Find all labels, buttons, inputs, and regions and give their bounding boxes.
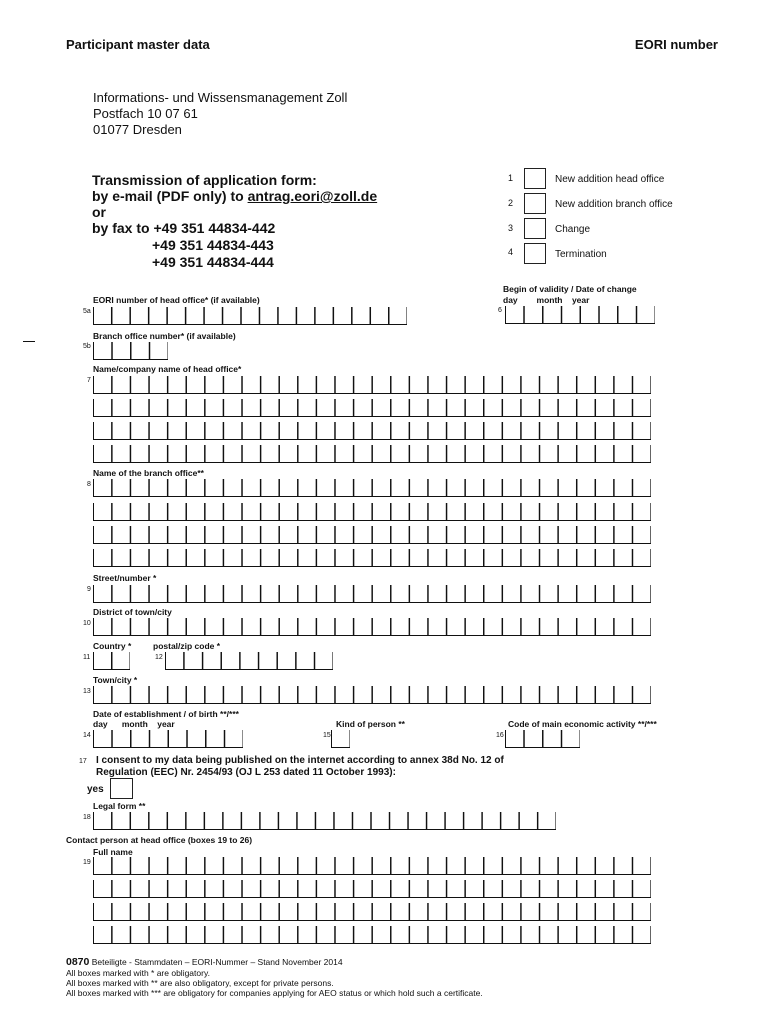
- district-comb[interactable]: [93, 618, 651, 636]
- legal-form-comb[interactable]: [93, 812, 556, 830]
- field-14-number: 14: [83, 732, 91, 739]
- transmission-email-line: [92, 188, 377, 205]
- yes-label: yes: [87, 784, 104, 795]
- field-17-number: 17: [79, 758, 87, 765]
- district-label: District of town/city: [93, 607, 172, 617]
- option-2-checkbox[interactable]: [524, 193, 546, 214]
- option-1-checkbox[interactable]: [524, 168, 546, 189]
- option-3-number: 3: [508, 223, 514, 233]
- field-18-number: 18: [83, 814, 91, 821]
- branch-name-comb-4[interactable]: [93, 549, 651, 567]
- full-name-comb-1[interactable]: [93, 857, 651, 875]
- option-3-checkbox[interactable]: [524, 218, 546, 239]
- street-label: Street/number *: [93, 573, 157, 583]
- option-1-number: 1: [508, 173, 514, 183]
- option-4-checkbox[interactable]: [524, 243, 546, 264]
- kind-comb[interactable]: [331, 730, 350, 748]
- field-8-number: 8: [87, 481, 91, 488]
- page-header-title: Participant master data: [66, 37, 210, 52]
- transmission-or: or: [92, 204, 106, 220]
- field-16-number: 16: [496, 732, 504, 739]
- option-4-number: 4: [508, 247, 514, 257]
- field-13-number: 13: [83, 688, 91, 695]
- fold-mark: [23, 341, 35, 342]
- address-line-2: Postfach 10 07 61: [93, 106, 198, 121]
- consent-yes-checkbox[interactable]: [110, 778, 133, 799]
- address-line-3: 01077 Dresden: [93, 122, 182, 137]
- branch-name-label: Name of the branch office**: [93, 468, 204, 478]
- footer-note-1: All boxes marked with * are obligatory.: [66, 968, 210, 978]
- name-head-comb-2[interactable]: [93, 399, 651, 417]
- transmission-email-prefix: by e-mail (PDF only) to: [92, 188, 248, 204]
- consent-line-2: Regulation (EEC) Nr. 2454/93 (OJ L 253 dated 11 October 1993):: [96, 767, 396, 778]
- footer-form-id: [66, 956, 343, 968]
- name-head-comb-3[interactable]: [93, 422, 651, 440]
- transmission-heading: Transmission of application form:: [92, 172, 317, 188]
- contact-person-label: Contact person at head office (boxes 19 to 26): [66, 835, 253, 845]
- name-head-comb-4[interactable]: [93, 445, 651, 463]
- validity-date-comb[interactable]: [505, 306, 655, 324]
- branch-name-comb-2[interactable]: [93, 503, 651, 521]
- page-header-eori: EORI number: [634, 37, 718, 52]
- branch-name-comb-3[interactable]: [93, 526, 651, 544]
- dob-sublabel: day month year: [93, 719, 175, 729]
- footer-code: 0870: [66, 956, 90, 968]
- transmission-fax-3: +49 351 44834-444: [152, 254, 274, 270]
- field-5b-number: 5b: [83, 343, 91, 350]
- validity-sublabel: day month year: [503, 295, 590, 305]
- option-4-label: Termination: [555, 249, 607, 260]
- town-comb[interactable]: [93, 686, 651, 704]
- footer-note-3: All boxes marked with *** are obligatory for companies applying for AEO status or which hold such a certificate.: [66, 988, 483, 998]
- country-label: Country *: [93, 641, 132, 651]
- full-name-comb-2[interactable]: [93, 880, 651, 898]
- name-head-comb-1[interactable]: [93, 376, 651, 394]
- footer-note-2: All boxes marked with ** are also obligatory, except for private persons.: [66, 978, 334, 988]
- email-link[interactable]: antrag.eori@zoll.de: [247, 188, 378, 204]
- dob-label: Date of establishment / of birth **/***: [93, 709, 239, 719]
- town-label: Town/city *: [93, 675, 138, 685]
- kind-label: Kind of person **: [336, 719, 405, 729]
- code-label: Code of main economic activity **/***: [508, 719, 657, 729]
- consent-line-1: I consent to my data being published on the internet according to annex 38d No. 12 of: [96, 755, 504, 766]
- field-5a-number: 5a: [83, 308, 91, 315]
- branch-number-label: Branch office number* (if available): [93, 331, 236, 341]
- transmission-fax-1: by fax to +49 351 44834-442: [92, 220, 276, 236]
- dob-comb[interactable]: [93, 730, 243, 748]
- field-9-number: 9: [87, 586, 91, 593]
- name-head-label: Name/company name of head office*: [93, 364, 242, 374]
- street-comb[interactable]: [93, 585, 651, 603]
- option-2-label: New addition branch office: [555, 199, 673, 210]
- field-12-number: 12: [155, 654, 163, 661]
- field-6-number: 6: [498, 307, 502, 314]
- postal-label: postal/zip code *: [153, 641, 221, 651]
- transmission-fax-2: +49 351 44834-443: [152, 237, 274, 253]
- option-1-label: New addition head office: [555, 174, 665, 185]
- option-3-label: Change: [555, 224, 591, 235]
- full-name-comb-3[interactable]: [93, 903, 651, 921]
- validity-label: Begin of validity / Date of change: [503, 284, 637, 294]
- footer-title: Beteiligte - Stammdaten – EORI-Nummer – Stand November 2014: [89, 957, 343, 967]
- field-19-number: 19: [83, 859, 91, 866]
- eori-head-label: EORI number of head office* (if available): [93, 295, 260, 305]
- country-comb[interactable]: [93, 652, 130, 670]
- legal-form-label: Legal form **: [93, 801, 146, 811]
- field-10-number: 10: [83, 620, 91, 627]
- branch-number-comb[interactable]: [93, 342, 168, 360]
- eori-head-comb[interactable]: [93, 307, 407, 325]
- branch-name-comb-1[interactable]: [93, 479, 651, 497]
- field-15-number: 15: [323, 732, 331, 739]
- full-name-comb-4[interactable]: [93, 926, 651, 944]
- field-11-number: 11: [83, 654, 91, 661]
- option-2-number: 2: [508, 198, 514, 208]
- full-name-label: Full name: [93, 847, 133, 857]
- postal-comb[interactable]: [165, 652, 333, 670]
- code-comb[interactable]: [505, 730, 580, 748]
- address-line-1: Informations- und Wissensmanagement Zoll: [93, 90, 348, 105]
- field-7-number: 7: [87, 377, 91, 384]
